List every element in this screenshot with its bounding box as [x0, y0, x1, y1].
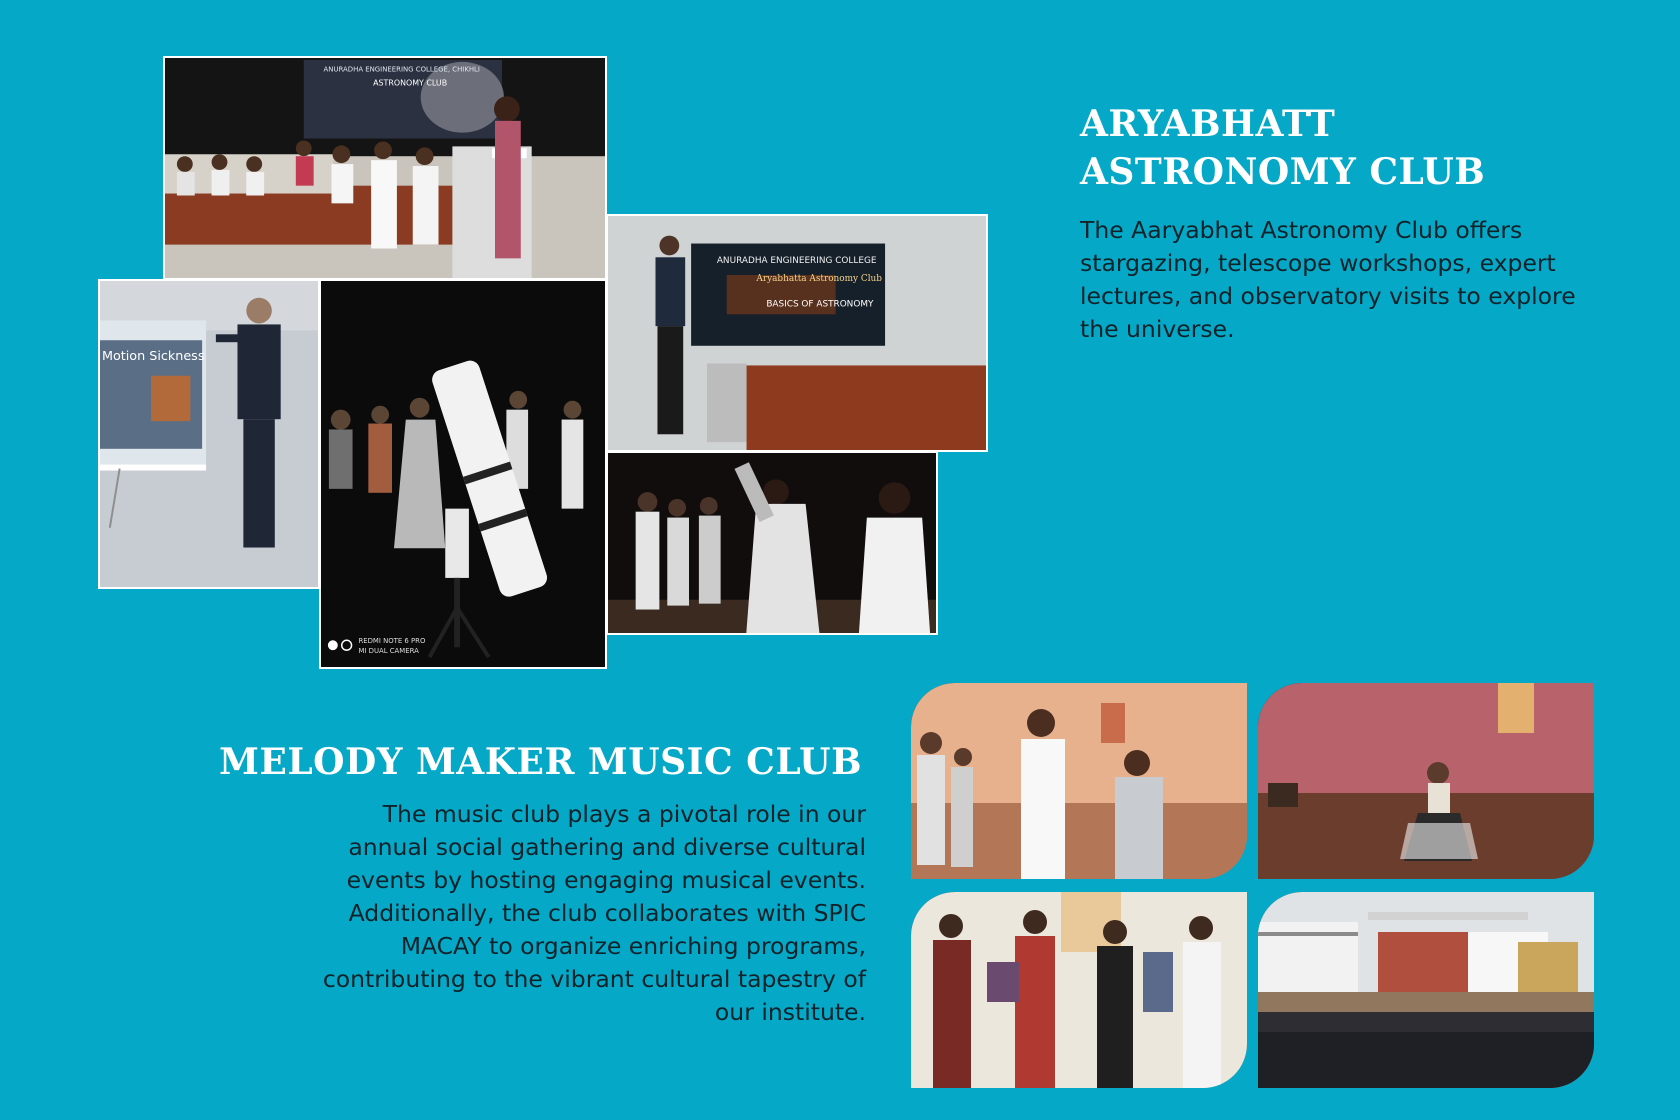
- music-photo-open-air-concert: [1258, 892, 1594, 1088]
- astronomy-club-title-line2: ASTRONOMY CLUB: [1080, 151, 1486, 193]
- astronomy-club-description: The Aaryabhat Astronomy Club offers stargazing, telescope workshops, expert lectures, and observatory visits to explore the universe.: [1080, 216, 1576, 343]
- music-club-title: MELODY MAKER MUSIC CLUB: [219, 741, 862, 783]
- astronomy-photo-lecture: [98, 279, 320, 589]
- banner-college-text: ANURADHA ENGINEERING COLLEGE: [716, 256, 877, 267]
- music-photo-felicitation: [911, 892, 1247, 1088]
- camera-watermark-camera: MI DUAL CAMERA: [358, 647, 419, 656]
- lecture-slide-title: Motion Sickness: [101, 348, 205, 364]
- astronomy-club-title: [1080, 100, 1485, 196]
- music-photo-greeting: [911, 683, 1247, 879]
- camera-watermark-model: REDMI NOTE 6 PRO: [358, 637, 426, 646]
- astronomy-club-title-line1: ARYABHATT: [1080, 103, 1336, 145]
- music-club-description: The music club plays a pivotal role in our annual social gathering and diverse cultural events by hosting engaging musical events. Additionally, the club collaborates with SPIC MACAY to organize enriching programs, contributing to the vibrant cultural tapestry of our institute.: [322, 800, 866, 1026]
- stage-banner-text: ANURADHA ENGINEERING COLLEGE, CHIKHLI: [323, 65, 480, 74]
- stage-banner-caption: ASTRONOMY CLUB: [373, 78, 448, 88]
- astronomy-photo-stage-event: [163, 56, 607, 280]
- banner-club-text: Aryabhatta Astronomy Club: [756, 273, 882, 284]
- banner-topic-text: BASICS OF ASTRONOMY: [766, 299, 874, 310]
- astronomy-photo-banner: [606, 214, 988, 452]
- astronomy-photo-telescope: [319, 279, 607, 669]
- astronomy-photo-night-viewing: [606, 451, 938, 635]
- music-photo-dance: [1258, 683, 1594, 879]
